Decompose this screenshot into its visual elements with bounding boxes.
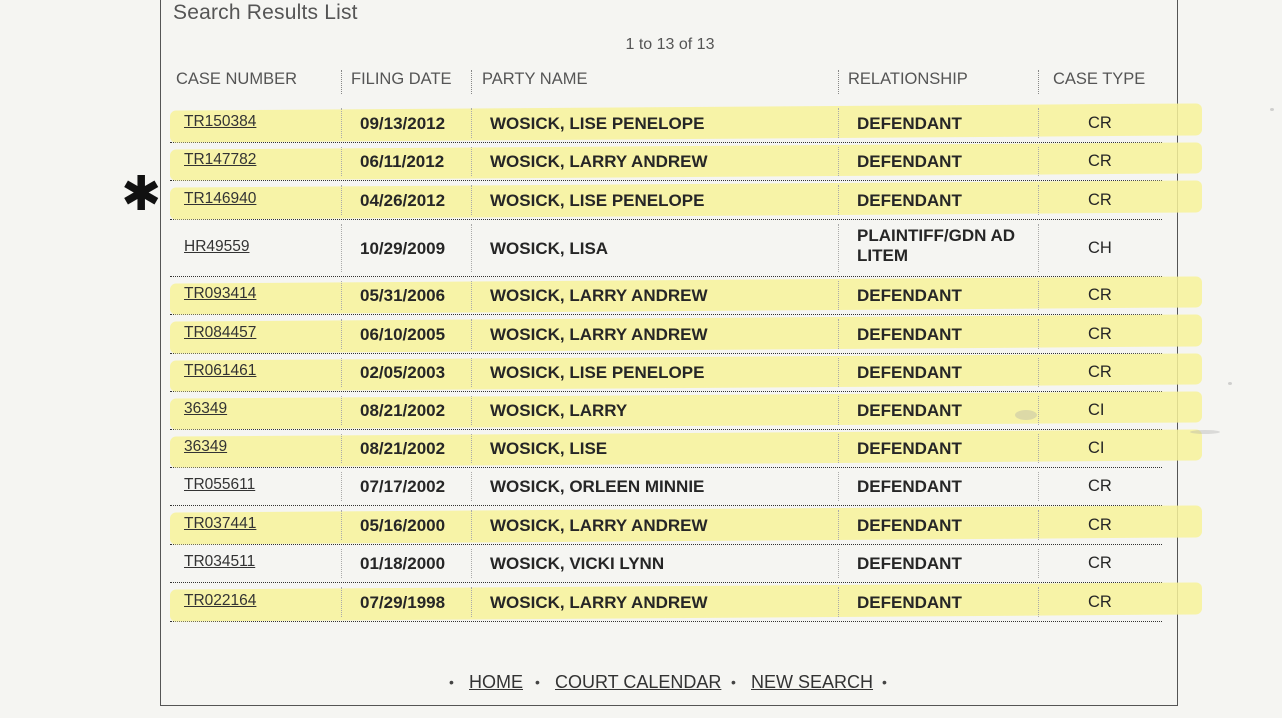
column-divider	[838, 472, 839, 501]
table-row	[170, 430, 1162, 468]
column-divider	[1038, 281, 1039, 310]
column-divider	[1038, 434, 1039, 463]
party-name: WOSICK, LISE	[490, 439, 608, 458]
relationship: DEFENDANT	[857, 324, 962, 344]
filing-date: 07/17/2002	[360, 477, 446, 496]
column-divider	[341, 185, 342, 215]
case-type: CR	[1088, 286, 1112, 304]
column-divider	[471, 147, 472, 176]
result-count: 1 to 13 of 13	[625, 36, 715, 53]
column-divider	[838, 434, 839, 463]
column-divider	[838, 510, 839, 540]
case-number-link[interactable]: TR022164	[184, 591, 257, 609]
case-number-link[interactable]: TR061461	[184, 362, 257, 379]
case-type: CR	[1088, 477, 1112, 495]
column-divider	[341, 396, 342, 425]
case-type: CI	[1088, 439, 1105, 457]
column-divider	[341, 281, 342, 310]
party-name: WOSICK, LARRY ANDREW	[490, 515, 708, 535]
column-divider	[471, 281, 472, 310]
column-divider	[471, 472, 472, 501]
column-divider	[838, 224, 839, 272]
table-row	[170, 468, 1162, 506]
column-divider	[838, 108, 839, 138]
table-row	[170, 506, 1162, 545]
header-divider	[1038, 70, 1039, 94]
bullet-icon: •	[882, 674, 887, 690]
case-type: CR	[1088, 190, 1112, 209]
filing-date: 08/21/2002	[360, 439, 446, 458]
case-number-link[interactable]: TR055611	[184, 476, 256, 493]
case-number-link[interactable]: TR150384	[184, 112, 257, 130]
page-title: Search Results List	[173, 1, 358, 24]
table-row	[170, 354, 1162, 392]
table-row	[170, 315, 1162, 354]
case-type: CR	[1088, 324, 1112, 343]
header-filing-date: FILING DATE	[351, 70, 452, 88]
filing-date: 02/05/2003	[360, 363, 446, 382]
case-number-link[interactable]: TR146940	[184, 189, 257, 207]
column-divider	[1038, 108, 1039, 138]
header-case-number: CASE NUMBER	[176, 70, 298, 88]
table-header	[0, 70, 1282, 92]
relationship: DEFENDANT	[857, 401, 962, 420]
bullet-icon: •	[535, 674, 540, 690]
relationship: DEFENDANT	[857, 477, 962, 496]
highlighter-mark	[170, 391, 1202, 429]
relationship: DEFENDANT	[857, 286, 962, 305]
filing-date: 09/13/2012	[360, 113, 446, 133]
party-name: WOSICK, LARRY ANDREW	[490, 592, 708, 612]
filing-date: 05/31/2006	[360, 286, 446, 305]
table-row	[170, 583, 1162, 622]
column-divider	[1038, 224, 1039, 272]
party-name: WOSICK, LISE PENELOPE	[490, 113, 705, 133]
scan-speck	[1015, 410, 1037, 420]
column-divider	[471, 396, 472, 425]
case-type: CI	[1088, 401, 1105, 419]
column-divider	[838, 185, 839, 215]
column-divider	[838, 281, 839, 310]
table-row	[170, 545, 1162, 583]
case-number-link[interactable]: TR147782	[184, 151, 257, 168]
scan-speck	[1270, 108, 1274, 111]
table-row	[170, 181, 1162, 220]
header-case-type: CASE TYPE	[1053, 70, 1146, 88]
header-divider	[838, 70, 839, 94]
column-divider	[838, 549, 839, 578]
column-divider	[1038, 396, 1039, 425]
column-divider	[471, 587, 472, 617]
column-divider	[341, 510, 342, 540]
column-divider	[341, 434, 342, 463]
case-number-link[interactable]: HR49559	[184, 237, 250, 255]
relationship: DEFENDANT	[857, 592, 962, 612]
party-name: WOSICK, VICKI LYNN	[490, 554, 665, 573]
column-divider	[471, 549, 472, 578]
column-divider	[1038, 549, 1039, 578]
header-relationship: RELATIONSHIP	[848, 70, 968, 88]
case-type: CR	[1088, 152, 1112, 170]
relationship: DEFENDANT	[857, 152, 962, 171]
case-type: CR	[1088, 592, 1112, 611]
case-number-link[interactable]: 36349	[184, 400, 228, 417]
relationship: DEFENDANT	[857, 363, 962, 382]
relationship: PLAINTIFF/GDN AD LITEM	[857, 226, 1016, 265]
table-row	[170, 104, 1162, 143]
party-name: WOSICK, LARRY ANDREW	[490, 152, 708, 171]
header-divider	[341, 70, 342, 94]
column-divider	[1038, 185, 1039, 215]
column-divider	[341, 549, 342, 578]
filing-date: 10/29/2009	[360, 238, 446, 258]
home-link[interactable]: HOME	[469, 672, 523, 692]
party-name: WOSICK, LARRY ANDREW	[490, 324, 708, 344]
party-name: WOSICK, LARRY	[490, 401, 628, 420]
case-number-link[interactable]: TR034511	[184, 553, 256, 570]
column-divider	[341, 224, 342, 272]
column-divider	[1038, 472, 1039, 501]
party-name: WOSICK, ORLEEN MINNIE	[490, 477, 705, 496]
relationship: DEFENDANT	[857, 113, 962, 133]
column-divider	[471, 319, 472, 349]
column-divider	[471, 185, 472, 215]
column-divider	[471, 108, 472, 138]
party-name: WOSICK, LISA	[490, 238, 609, 258]
case-type: CR	[1088, 554, 1112, 572]
column-divider	[471, 434, 472, 463]
party-name: WOSICK, LISE PENELOPE	[490, 190, 705, 210]
column-divider	[838, 358, 839, 387]
relationship: DEFENDANT	[857, 554, 962, 573]
case-type: CR	[1088, 515, 1112, 534]
column-divider	[1038, 319, 1039, 349]
column-divider	[341, 587, 342, 617]
new-search-link[interactable]: NEW SEARCH	[751, 672, 874, 692]
column-divider	[471, 510, 472, 540]
header-party-name: PARTY NAME	[482, 70, 588, 88]
case-type: CR	[1088, 113, 1112, 132]
column-divider	[1038, 358, 1039, 387]
case-type: CR	[1088, 363, 1112, 381]
column-divider	[838, 396, 839, 425]
column-divider	[471, 224, 472, 272]
filing-date: 06/11/2012	[360, 152, 445, 171]
column-divider	[838, 147, 839, 176]
bullet-icon: •	[449, 674, 454, 690]
scan-speck	[1228, 382, 1232, 385]
party-name: WOSICK, LARRY ANDREW	[490, 286, 708, 305]
column-divider	[341, 319, 342, 349]
column-divider	[341, 358, 342, 387]
case-type: CH	[1088, 238, 1112, 257]
column-divider	[838, 587, 839, 617]
highlighter-mark	[170, 429, 1202, 467]
filing-date: 07/29/1998	[360, 592, 446, 612]
filing-date: 08/21/2002	[360, 401, 446, 420]
table-row	[170, 392, 1162, 430]
column-divider	[838, 319, 839, 349]
court-calendar-link[interactable]: COURT CALENDAR	[555, 672, 722, 692]
table-row	[170, 143, 1162, 181]
case-number-link[interactable]: 36349	[184, 438, 228, 455]
filing-date: 06/10/2005	[360, 324, 446, 344]
case-number-link[interactable]: TR093414	[184, 285, 257, 302]
column-divider	[1038, 587, 1039, 617]
filing-date: 05/16/2000	[360, 515, 446, 535]
case-number-link[interactable]: TR037441	[184, 514, 257, 532]
relationship: DEFENDANT	[857, 515, 962, 535]
column-divider	[1038, 147, 1039, 176]
handwritten-asterisk-mark: ✱	[121, 166, 162, 222]
party-name: WOSICK, LISE PENELOPE	[490, 363, 705, 382]
column-divider	[341, 108, 342, 138]
column-divider	[471, 358, 472, 387]
relationship: DEFENDANT	[857, 190, 962, 210]
bullet-icon: •	[731, 674, 736, 690]
column-divider	[341, 472, 342, 501]
column-divider	[1038, 510, 1039, 540]
column-divider	[341, 147, 342, 176]
header-divider	[471, 70, 472, 94]
filing-date: 04/26/2012	[360, 190, 446, 210]
case-number-link[interactable]: TR084457	[184, 323, 257, 341]
table-row	[170, 277, 1162, 315]
filing-date: 01/18/2000	[360, 554, 446, 573]
table-row	[170, 220, 1162, 277]
scan-speck	[1190, 430, 1220, 434]
relationship: DEFENDANT	[857, 439, 962, 458]
